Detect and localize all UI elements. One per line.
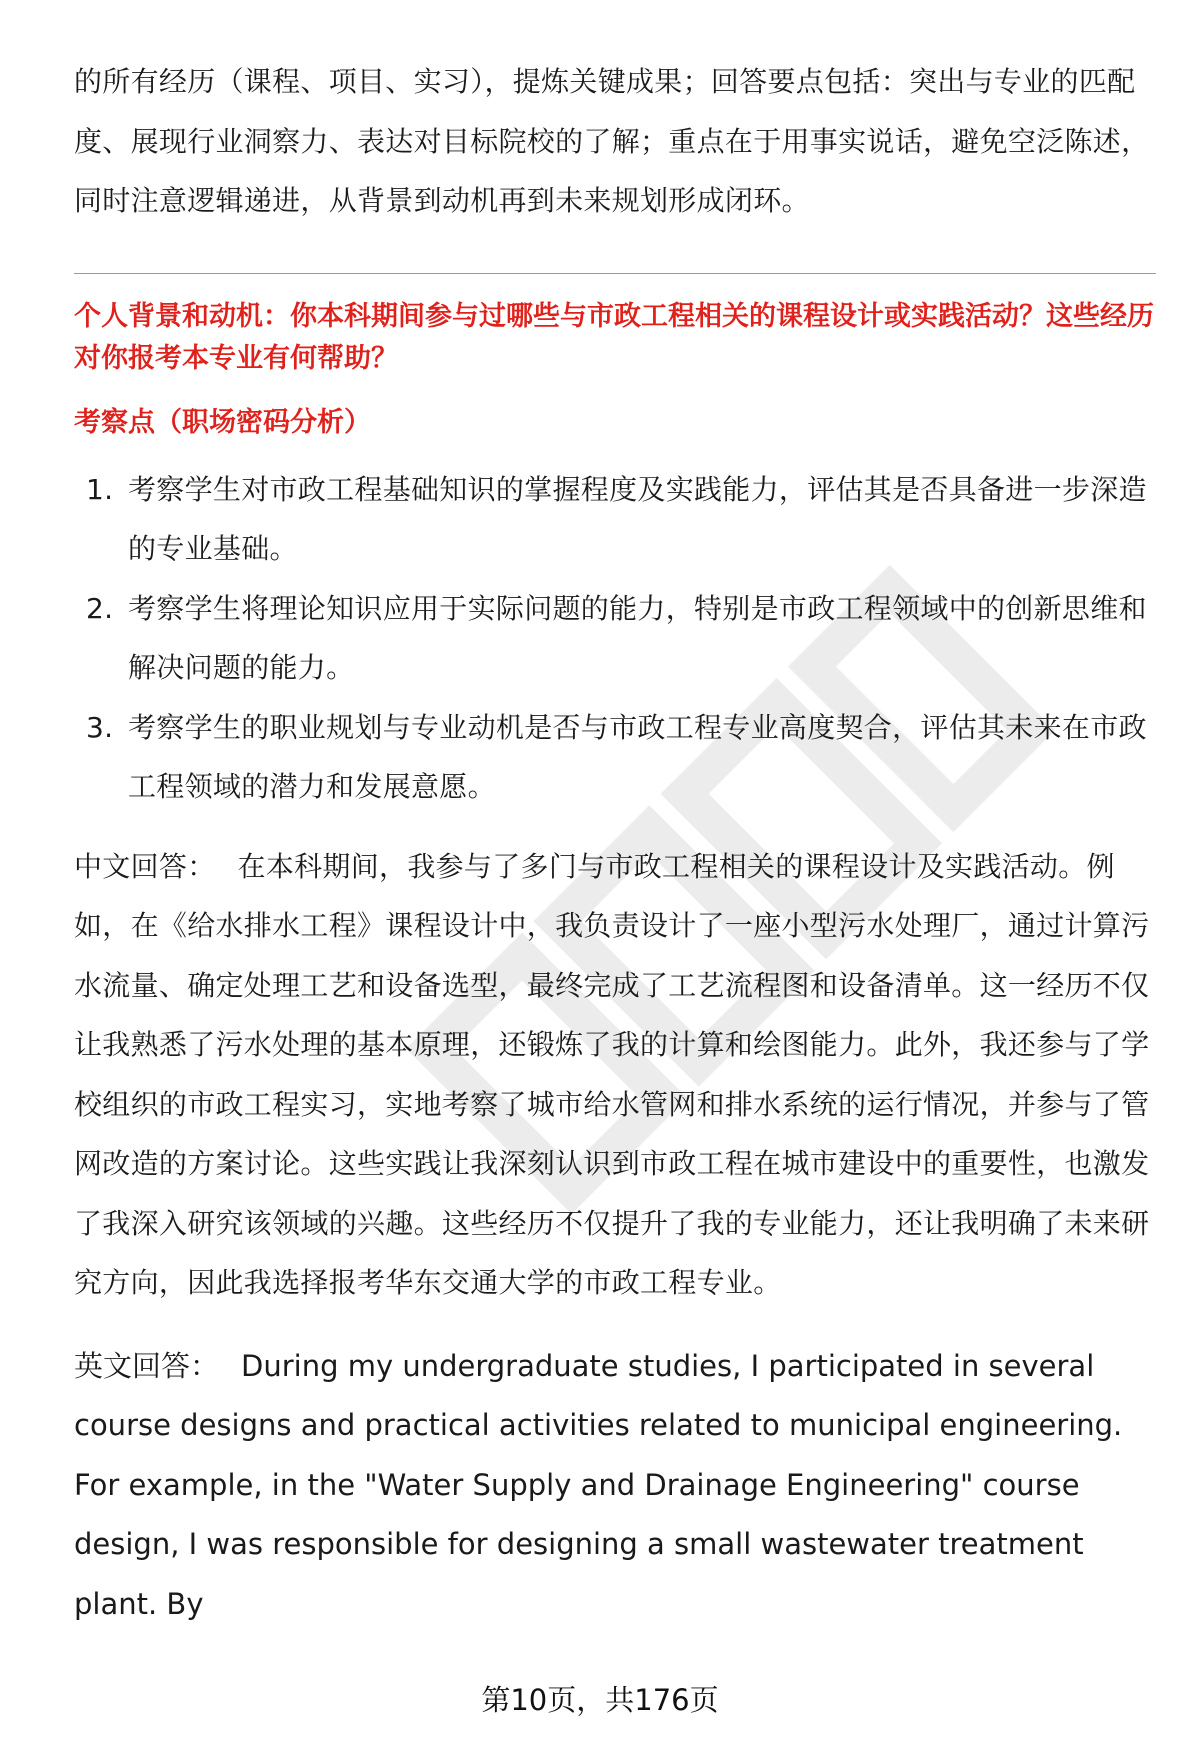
- item-text: 考察学生的职业规划与专业动机是否与市政工程专业高度契合，评估其未来在市政工程领域的潜力和发展意愿。: [128, 710, 1147, 803]
- item-number: 2.: [86, 591, 114, 625]
- english-answer: [74, 1337, 1156, 1635]
- chinese-answer-label: 中文回答：: [74, 849, 216, 883]
- assessment-item: [74, 460, 1156, 579]
- item-number: 1.: [86, 472, 114, 506]
- intro-paragraph: 的所有经历（课程、项目、实习），提炼关键成果；回答要点包括：突出与专业的匹配度、展现行业洞察力、表达对目标院校的了解；重点在于用事实说话，避免空泛陈述，同时注意逻辑递进，从背景到动机再到未来规划形成闭环。: [74, 65, 1150, 217]
- item-text: 考察学生对市政工程基础知识的掌握程度及实践能力，评估其是否具备进一步深造的专业基础。: [128, 472, 1147, 565]
- assessment-title: 考察点（职场密码分析）: [74, 406, 371, 438]
- document-page: [74, 52, 1156, 1634]
- item-number: 3.: [86, 710, 114, 744]
- assessment-list: [74, 460, 1156, 817]
- page-footer: 第10页，共176页: [481, 1683, 719, 1717]
- english-answer-text: During my undergraduate studies, I participated in several course designs and practical activities related to municipal engineering. For example, in the "Water Supply and Drainage Engineering" course design, I was responsible for designing a small wastewater treatment plant. By: [74, 1348, 1123, 1621]
- assessment-item: [74, 579, 1156, 698]
- assessment-item: [74, 698, 1156, 817]
- chinese-answer-text: 在本科期间，我参与了多门与市政工程相关的课程设计及实践活动。例如，在《给水排水工程》课程设计中，我负责设计了一座小型污水处理厂，通过计算污水流量、确定处理工艺和设备选型，最终完成了工艺流程图和设备清单。这一经历不仅让我熟悉了污水处理的基本原理，还锻炼了我的计算和绘图能力。此外，我还参与了学校组织的市政工程实习，实地考察了城市给水管网和排水系统的运行情况，并参与了管网改造的方案讨论。这些实践让我深刻认识到市政工程在城市建设中的重要性，也激发了我深入研究该领域的兴趣。这些经历不仅提升了我的专业能力，还让我明确了未来研究方向，因此我选择报考华东交通大学的市政工程专业。: [74, 849, 1150, 1299]
- english-answer-label: 英文回答：: [74, 1348, 220, 1383]
- chinese-answer: [74, 837, 1156, 1313]
- section-divider: [74, 273, 1156, 274]
- item-text: 考察学生将理论知识应用于实际问题的能力，特别是市政工程领域中的创新思维和解决问题的能力。: [128, 591, 1147, 684]
- question-heading: 个人背景和动机：你本科期间参与过哪些与市政工程相关的课程设计或实践活动？这些经历对你报考本专业有何帮助？: [74, 300, 1154, 374]
